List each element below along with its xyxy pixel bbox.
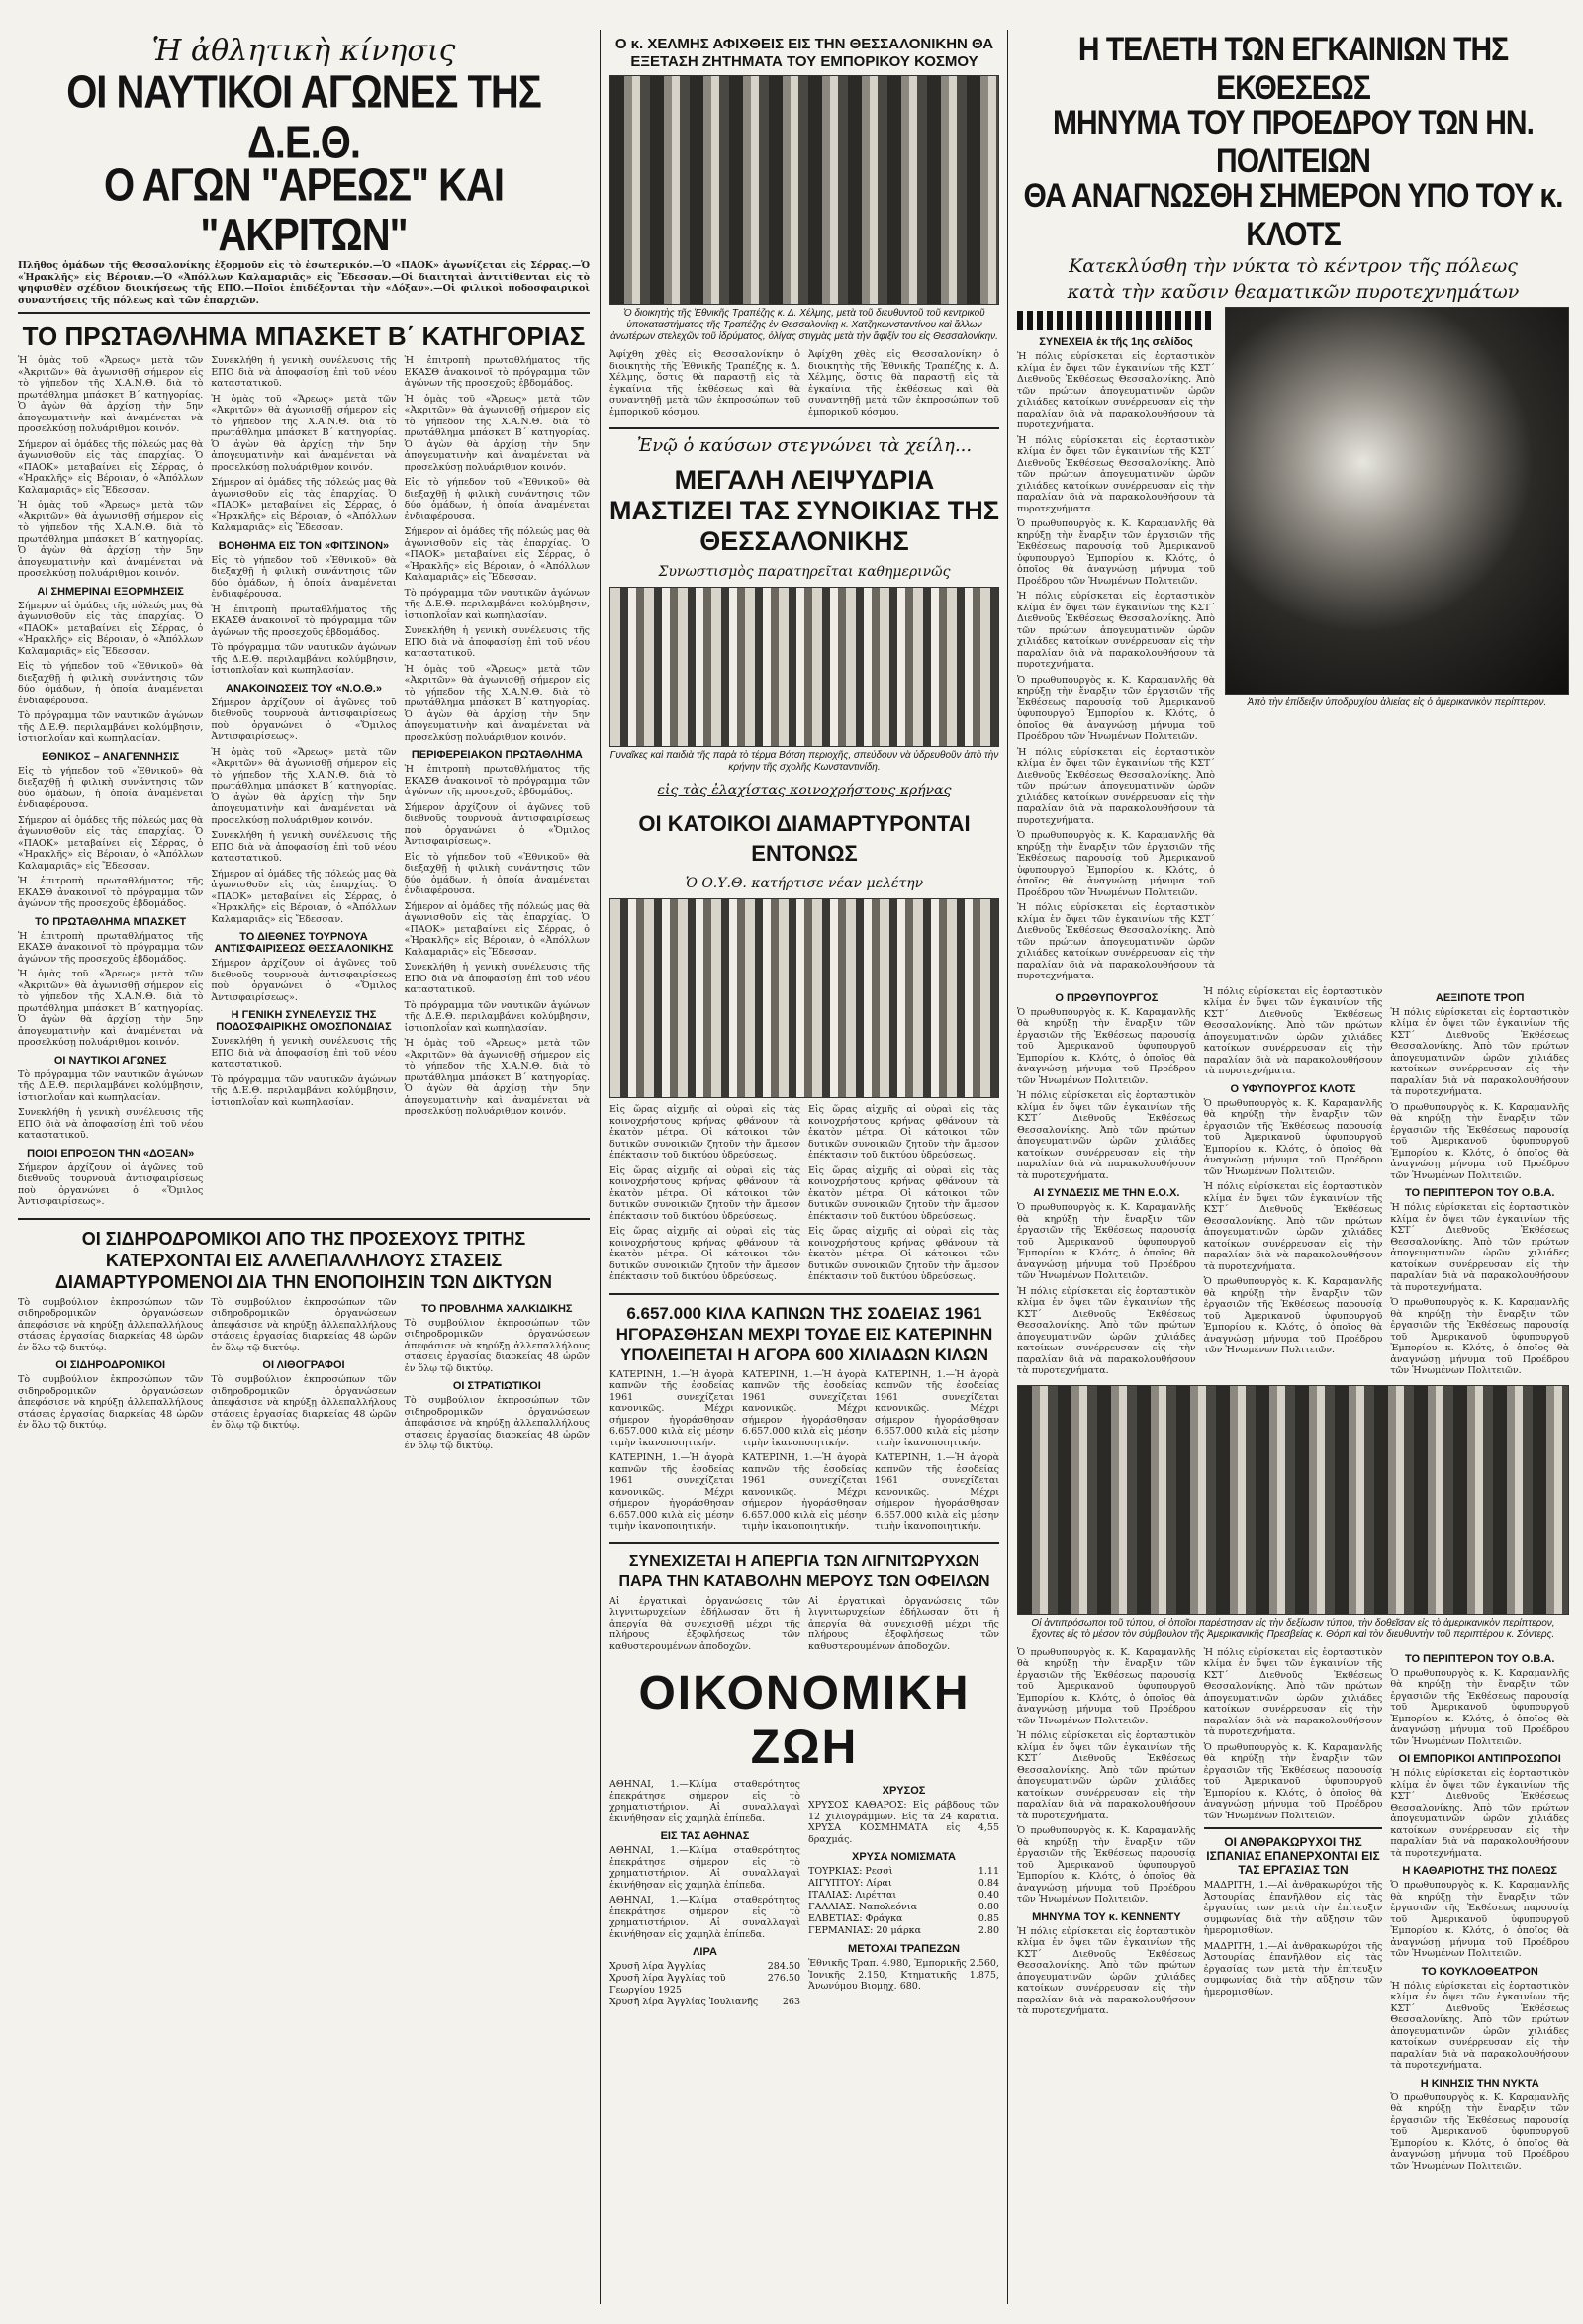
article-body: Ἀφίχθη χθὲς εἰς Θεσσαλονίκην ὁ διοικητὴς τῆς Ἐθνικῆς Τραπέζης κ. Δ. Χέλμης, ὅστις θὰ παραστῇ εἰς τὰ ἐγκαίνια τῆς ἐκθέσεως καὶ θὰ συναντηθῇ μετὰ τῶν ἐκπροσώπων τοῦ ἐμπορικοῦ κόσμου. (609, 349, 800, 418)
sports-headline-1: ΟΙ ΝΑΥΤΙΚΟΙ ΑΓΩΝΕΣ ΤΗΣ Δ.Ε.Θ. (66, 67, 541, 168)
section-heading: ΠΕΡΙΦΕΡΕΙΑΚΟΝ ΠΡΩΤΑΘΛΗΜΑ (411, 749, 583, 761)
section-heading: ΜΗΝΥΜΑ ΤΟΥ κ. ΚΕΝΝΕΝΤΥ (1032, 1910, 1181, 1923)
section-heading: ΤΟ ΠΕΡΙΠΤΕΡΟΝ ΤΟΥ Ο.Β.Α. (1404, 1652, 1555, 1665)
water-kicker-2: εἰς τὰς ἐλαχίστας κοινοχρήστους κρήνας (657, 783, 952, 798)
article-body: Ἡ πόλις εὑρίσκεται εἰς ἑορταστικὸν κλίμα ἐν ὄψει τῶν ἐγκαινίων τῆς ΚΣΤ΄ Διεθνοῦς Ἐκθέσεως Θεσσαλονίκης. Ἀπὸ τῶν πρώτων ἀπογευματινῶν ὡρῶν χιλιάδες κατοίκων συνέρρευσαν εἰς τὴν παραλίαν διὰ νὰ παρακολουθήσουν τὰ πυροτεχνήματα. (1017, 1285, 1196, 1376)
middle-section (609, 30, 999, 2304)
water-deck-2: Ὁ Ο.Υ.Θ. κατήρτισε νέαν μελέτην (685, 876, 924, 891)
water-photo-caption: Γυναῖκες καὶ παιδιὰ τῆς παρὰ τὸ τέρμα Βότση περιοχῆς, σπεύδουν νὰ ὑδρευθοῦν ἀπὸ τὴν κρήνην τῆς σχολῆς Κωνσταντινίδη. (609, 750, 999, 773)
article-body: Ὁ πρωθυπουργὸς κ. Κ. Καραμανλῆς θὰ κηρύξῃ τὴν ἔναρξιν τῶν ἐργασιῶν τῆς Ἐκθέσεως παρουσίᾳ τοῦ Ἀμερικανοῦ ὑφυπουργοῦ Ἐμπορίου κ. Κλότς, ὁ ὁποῖος θὰ ἀναγνώσῃ μήνυμα τοῦ Προέδρου τῶν Ἡνωμένων Πολιτειῶν. (1390, 1667, 1569, 1747)
article-body: ΚΑΤΕΡΙΝΗ, 1.—Ἡ ἀγορὰ καπνῶν τῆς ἐσοδείας 1961 συνεχίζεται κανονικῶς. Μέχρι σήμερον ἠγοράσθησαν 6.657.000 κιλὰ εἰς μέσην τιμὴν ἱκανοποιητικήν. (875, 1368, 999, 1448)
press-photo-caption: Οἱ ἀντιπρόσωποι τοῦ τύπου, οἱ ὁποῖοι παρέστησαν εἰς τὴν δεξίωσιν τύπου, τὴν δοθεῖσαν εἰς τὸ ἀμερικανικὸν περίπτερον, ἔχοντες εἰς τὸ μέσον τὸν σύμβουλον τῆς Ἀμερικανικῆς Πρεσβείας κ. Θόρπ καὶ τὸν διευθυντὴν τοῦ περιπτέρου κ. Σόντερς. (1031, 1617, 1555, 1640)
price-label: ΑΙΓΥΠΤΟΥ: Λίραι (808, 1878, 892, 1889)
article-body: Εἰς τὸ γήπεδον τοῦ «Ἐθνικοῦ» θὰ διεξαχθῇ ἡ φιλικὴ συνάντησις τῶν δύο ὁμάδων, ἡ ὁποία ἀναμένεται ἐνδιαφέρουσα. (18, 661, 204, 706)
price-value: 284.50 (767, 1961, 800, 1972)
article-body: Εἰς ὥρας αἰχμῆς αἱ οὐραὶ εἰς τὰς κοινοχρήστους κρήνας φθάνουν τὰ ἑκατὸν μέτρα. Οἱ κάτοικοι τῶν δυτικῶν συνοικιῶν ζητοῦν τὴν ἄμεσον ἐπέκτασιν τοῦ δικτύου ὑδρεύσεως. (808, 1164, 999, 1222)
fireworks-caption: Ἀπὸ τὴν ἐπίδειξιν ὑποδρυχίου ἁλιείας εἰς ὁ ἀμερικανικὸν περίπτερον. (1247, 697, 1547, 708)
article-body: Σήμερον ἀρχίζουν οἱ ἀγῶνες τοῦ διεθνοῦς τουρνουὰ ἀντισφαιρίσεως ποὺ ὀργανώνει ὁ «Ὅμιλος Ἀντισφαιρίσεως». (18, 1162, 204, 1207)
article-body: Ἡ ἐπιτροπὴ πρωταθλήματος τῆς ΕΚΑΣΘ ἀνακοινοῖ τὸ πρόγραμμα τῶν ἀγώνων τῆς προσεχοῦς ἑβδομάδος. (404, 355, 590, 389)
fireworks-photo (1225, 307, 1569, 695)
section-heading: ΟΙ ΣΙΔΗΡΟΔΡΟΜΙΚΟΙ (55, 1359, 166, 1371)
article-body: Ἡ πόλις εὑρίσκεται εἰς ἑορταστικὸν κλίμα ἐν ὄψει τῶν ἐγκαινίων τῆς ΚΣΤ΄ Διεθνοῦς Ἐκθέσεως Θεσσαλονίκης. Ἀπὸ τῶν πρώτων ἀπογευματινῶν ὡρῶν χιλιάδες κατοίκων συνέρρευσαν εἰς τὴν παραλίαν διὰ νὰ παρακολουθήσουν τὰ πυροτεχνήματα. (1017, 591, 1215, 670)
article-body: ΚΑΤΕΡΙΝΗ, 1.—Ἡ ἀγορὰ καπνῶν τῆς ἐσοδείας 1961 συνεχίζεται κανονικῶς. Μέχρι σήμερον ἠγοράσθησαν 6.657.000 κιλὰ εἰς μέσην τιμὴν ἱκανοποιητικήν. (609, 1452, 734, 1532)
article-body: Ἡ πόλις εὑρίσκεται εἰς ἑορταστικὸν κλίμα ἐν ὄψει τῶν ἐγκαινίων τῆς ΚΣΤ΄ Διεθνοῦς Ἐκθέσεως Θεσσαλονίκης. Ἀπὸ τῶν πρώτων ἀπογευματινῶν ὡρῶν χιλιάδες κατοίκων συνέρρευσαν εἰς τὴν παραλίαν διὰ νὰ παρακολουθήσουν τὰ πυροτεχνήματα. (1390, 1980, 1569, 2071)
section-heading: Η ΓΕΝΙΚΗ ΣΥΝΕΛΕΥΣΙΣ ΤΗΣ ΠΟΔΟΣΦΑΙΡΙΚΗΣ ΟΜΟΣΠΟΝΔΙΑΣ (216, 1009, 392, 1033)
expo-headline-3: ΘΑ ΑΝΑΓΝΩΣΘΗ ΣΗΜΕΡΟΝ ΥΠΟ ΤΟΥ κ. ΚΛΟΤΣ (1023, 176, 1563, 253)
article-body: Ἐθνικῆς Τραπ. 4.980, Ἐμπορικῆς 2.560, Ἰονικῆς 2.150, Κτηματικῆς 1.875, Ἀνωνύμου Βιομηχ. 680. (808, 1958, 999, 1992)
article-body: Ὁ πρωθυπουργὸς κ. Κ. Καραμανλῆς θὰ κηρύξῃ τὴν ἔναρξιν τῶν ἐργασιῶν τῆς Ἐκθέσεως παρουσίᾳ τοῦ Ἀμερικανοῦ ὑφυπουργοῦ Ἐμπορίου κ. Κλότς, ὁ ὁποῖος θὰ ἀναγνώσῃ μήνυμα τοῦ Προέδρου τῶν Ἡνωμένων Πολιτειῶν. (1203, 1097, 1383, 1177)
section-heading: ΠΟΙΟΙ ΕΠΡΟΞΟΝ ΤΗΝ «ΔΟΞΑΝ» (27, 1147, 195, 1160)
section-heading: ΜΕΤΟΧΑΙ ΤΡΑΠΕΖΩΝ (848, 1943, 960, 1955)
article-body: Ὁ πρωθυπουργὸς κ. Κ. Καραμανλῆς θὰ κηρύξῃ τὴν ἔναρξιν τῶν ἐργασιῶν τῆς Ἐκθέσεως παρουσίᾳ τοῦ Ἀμερικανοῦ ὑφυπουργοῦ Ἐμπορίου κ. Κλότς, ὁ ὁποῖος θὰ ἀναγνώσῃ μήνυμα τοῦ Προέδρου τῶν Ἡνωμένων Πολιτειῶν. (1203, 1741, 1383, 1821)
section-heading: ΟΙ ΛΙΘΟΓΡΑΦΟΙ (262, 1359, 345, 1371)
article-body: ΑΘΗΝΑΙ, 1.—Κλίμα σταθερότητος ἐπεκράτησε σήμερον εἰς τὸ χρηματιστήριον. Αἱ συναλλαγαὶ ἐκινήθησαν εἰς χαμηλὰ ἐπίπεδα. (609, 1895, 800, 1940)
article-body: Ὁ πρωθυπουργὸς κ. Κ. Καραμανλῆς θὰ κηρύξῃ τὴν ἔναρξιν τῶν ἐργασιῶν τῆς Ἐκθέσεως παρουσίᾳ τοῦ Ἀμερικανοῦ ὑφυπουργοῦ Ἐμπορίου κ. Κλότς, ὁ ὁποῖος θὰ ἀναγνώσῃ μήνυμα τοῦ Προέδρου τῶν Ἡνωμένων Πολιτειῶν. (1017, 518, 1215, 587)
article-body: Τὸ πρόγραμμα τῶν ναυτικῶν ἀγώνων τῆς Δ.Ε.Θ. περιλαμβάνει κολύμβησιν, ἰστιοπλοΐαν καὶ κωπηλασίαν. (404, 999, 590, 1034)
strikers-headline: ΟΙ ΑΝΘΡΑΚΩΡΥΧΟΙ ΤΗΣ ΙΣΠΑΝΙΑΣ ΕΠΑΝΕΡΧΟΝΤΑΙ ΕΙΣ ΤΑΣ ΕΡΓΑΣΙΑΣ ΤΩΝ (1206, 1835, 1380, 1877)
expo-deck-1: Κατεκλύσθη τὴν νύκτα τὸ κέντρον τῆς πόλεως (1069, 255, 1518, 277)
article-body: Συνεκλήθη ἡ γενικὴ συνέλευσις τῆς ΕΠΟ διὰ νὰ ἀποφασίσῃ ἐπὶ τοῦ νέου καταστατικοῦ. (18, 1107, 204, 1141)
section-heading: ΤΟ ΔΙΕΘΝΕΣ ΤΟΥΡΝΟΥΑ ΑΝΤΙΣΦΑΙΡΙΣΕΩΣ ΘΕΣΣΑΛΟΝΙΚΗΣ (214, 931, 394, 955)
price-value: 2.80 (978, 1925, 999, 1936)
bank-governor-caption: Ὁ διοικητὴς τῆς Ἐθνικῆς Τραπέζης κ. Δ. Χέλμης, μετὰ τοῦ διευθυντοῦ τοῦ κεντρικοῦ ὑποκαταστήματος τῆς Τραπέζης ἐν Θεσσαλονίκῃ κ. Χατζηκωνσταντίνου καὶ ἄλλων ἀνωτέρων στελεχῶν τοῦ ἱδρύματος, ὀλίγας στιγμὰς μετὰ τὴν ἄφιξίν του εἰς Θεσσαλονίκην. (610, 308, 998, 342)
expo-deck-2: κατὰ τὴν καῦσιν θεαματικῶν πυροτεχνημάτων (1067, 281, 1520, 303)
divider (18, 312, 590, 314)
article-body: Τὸ πρόγραμμα τῶν ναυτικῶν ἀγώνων τῆς Δ.Ε.Θ. περιλαμβάνει κολύμβησιν, ἰστιοπλοΐαν καὶ κωπηλασίαν. (18, 1069, 204, 1103)
article-body: Σήμερον ἀρχίζουν οἱ ἀγῶνες τοῦ διεθνοῦς τουρνουὰ ἀντισφαιρίσεως ποὺ ὀργανώνει ὁ «Ὅμιλος Ἀντισφαιρίσεως». (211, 958, 397, 1003)
expo-lower-columns (1017, 1647, 1569, 2177)
article-body: Ἡ πόλις εὑρίσκεται εἰς ἑορταστικὸν κλίμα ἐν ὄψει τῶν ἐγκαινίων τῆς ΚΣΤ΄ Διεθνοῦς Ἐκθέσεως Θεσσαλονίκης. Ἀπὸ τῶν πρώτων ἀπογευματινῶν ὡρῶν χιλιάδες κατοίκων συνέρρευσαν εἰς τὴν παραλίαν διὰ νὰ παρακολουθήσουν τὰ πυροτεχνήματα. (1017, 1090, 1196, 1181)
article-body: Ὁ πρωθυπουργὸς κ. Κ. Καραμανλῆς θὰ κηρύξῃ τὴν ἔναρξιν τῶν ἐργασιῶν τῆς Ἐκθέσεως παρουσίᾳ τοῦ Ἀμερικανοῦ ὑφυπουργοῦ Ἐμπορίου κ. Κλότς, ὁ ὁποῖος θὰ ἀναγνώσῃ μήνυμα τοῦ Προέδρου τῶν Ἡνωμένων Πολιτειῶν. (1017, 674, 1215, 742)
article-body: Σήμερον αἱ ὁμάδες τῆς πόλεώς μας θὰ ἀγωνισθοῦν εἰς τὰς ἐπαρχίας. Ὁ «ΠΑΟΚ» μεταβαίνει εἰς Σέρρας, ὁ «Ἡρακλῆς» εἰς Βέροιαν, ὁ «Ἀπόλλων Καλαμαριᾶς» εἰς Ἔδεσσαν. (211, 477, 397, 533)
article-body: Τὸ συμβούλιον ἐκπροσώπων τῶν σιδηροδρομικῶν ὀργανώσεων ἀπεφάσισε νὰ κηρύξῃ ἀλλεπαλλήλους στάσεις ἐργασίας διαρκείας 48 ὡρῶν ἐν ὅλῳ τῷ δικτύῳ. (211, 1296, 397, 1353)
article-body: Σήμερον αἱ ὁμάδες τῆς πόλεώς μας θὰ ἀγωνισθοῦν εἰς τὰς ἐπαρχίας. Ὁ «ΠΑΟΚ» μεταβαίνει εἰς Σέρρας, ὁ «Ἡρακλῆς» εἰς Βέροιαν, ὁ «Ἀπόλλων Καλαμαριᾶς» εἰς Ἔδεσσαν. (404, 526, 590, 583)
section-heading: ΧΡΥΣΟΣ (882, 1785, 926, 1797)
tobacco-columns (609, 1369, 999, 1536)
article-body: Τὸ συμβούλιον ἐκπροσώπων τῶν σιδηροδρομικῶν ὀργανώσεων ἀπεφάσισε νὰ κηρύξῃ ἀλλεπαλλήλους στάσεις ἐργασίας διαρκείας 48 ὡρῶν ἐν ὅλῳ τῷ δικτύῳ. (404, 1317, 590, 1374)
price-value: 0.80 (978, 1902, 999, 1912)
sports-kicker: Ἡ ἀθλητικὴ κίνησις (151, 34, 456, 68)
basket-body: Σήμερον αἱ ὁμάδες τῆς πόλεώς μας θὰ ἀγωνισθοῦν εἰς τὰς ἐπαρχίας. Ὁ «ΠΑΟΚ» μεταβαίνει εἰς Σέρρας, ὁ «Ἡρακλῆς» εἰς Βέροιαν, ὁ «Ἀπόλλων Καλαμαριᾶς» εἰς Ἔδεσσαν. (18, 438, 204, 496)
article-body: Ἡ πόλις εὑρίσκεται εἰς ἑορταστικὸν κλίμα ἐν ὄψει τῶν ἐγκαινίων τῆς ΚΣΤ΄ Διεθνοῦς Ἐκθέσεως Θεσσαλονίκης. Ἀπὸ τῶν πρώτων ἀπογευματινῶν ὡρῶν χιλιάδες κατοίκων συνέρρευσαν εἰς τὴν παραλίαν διὰ νὰ παρακολουθήσουν τὰ πυροτεχνήματα. (1017, 746, 1215, 826)
article-body: Ἡ πόλις εὑρίσκεται εἰς ἑορταστικὸν κλίμα ἐν ὄψει τῶν ἐγκαινίων τῆς ΚΣΤ΄ Διεθνοῦς Ἐκθέσεως Θεσσαλονίκης. Ἀπὸ τῶν πρώτων ἀπογευματινῶν ὡρῶν χιλιάδες κατοίκων συνέρρευσαν εἰς τὴν παραλίαν διὰ νὰ παρακολουθήσουν τὰ πυροτεχνήματα. (1390, 1768, 1569, 1859)
section-heading: Η ΚΙΝΗΣΙΣ ΤΗΝ ΝΥΚΤΑ (1420, 2077, 1539, 2090)
price-row (609, 1961, 800, 1973)
article-body: Συνεκλήθη ἡ γενικὴ συνέλευσις τῆς ΕΠΟ διὰ νὰ ἀποφασίσῃ ἐπὶ τοῦ νέου καταστατικοῦ. (404, 962, 590, 995)
price-row (808, 1866, 999, 1878)
price-label: Χρυσῆ λίρα Ἀγγλίας (609, 1961, 706, 1972)
article-body: Ἡ ἐπιτροπὴ πρωταθλήματος τῆς ΕΚΑΣΘ ἀνακοινοῖ τὸ πρόγραμμα τῶν ἀγώνων τῆς προσεχοῦς ἑβδομάδος. (18, 930, 204, 965)
price-label: ΙΤΑΛΙΑΣ: Λιρέτται (808, 1890, 897, 1901)
article-body: Αἱ ἐργατικαὶ ὀργανώσεις τῶν λιγνιτωρυχείων ἐδήλωσαν ὅτι ἡ ἀπεργία θὰ συνεχισθῇ μέχρι τῆς πλήρους ἐξοφλήσεως τῶν καθυστερουμένων ἀποδοχῶν. (808, 1595, 999, 1652)
section-heading: Ο ΠΡΩΘΥΠΟΥΡΓΟΣ (1055, 991, 1159, 1004)
article-body: Ὁ πρωθυπουργὸς κ. Κ. Καραμανλῆς θὰ κηρύξῃ τὴν ἔναρξιν τῶν ἐργασιῶν τῆς Ἐκθέσεως παρουσίᾳ τοῦ Ἀμερικανοῦ ὑφυπουργοῦ Ἐμπορίου κ. Κλότς, ὁ ὁποῖος θὰ ἀναγνώσῃ μήνυμα τοῦ Προέδρου τῶν Ἡνωμένων Πολιτειῶν. (1017, 1825, 1196, 1905)
price-row (808, 1902, 999, 1913)
section-heading: ΟΙ ΣΤΡΑΤΙΩΤΙΚΟΙ (452, 1380, 541, 1392)
bank-governor-photo (609, 75, 999, 305)
article-body: Ἡ πόλις εὑρίσκεται εἰς ἑορταστικὸν κλίμα ἐν ὄψει τῶν ἐγκαινίων τῆς ΚΣΤ΄ Διεθνοῦς Ἐκθέσεως Θεσσαλονίκης. Ἀπὸ τῶν πρώτων ἀπογευματινῶν ὡρῶν χιλιάδες κατοίκων συνέρρευσαν εἰς τὴν παραλίαν διὰ νὰ παρακολουθήσουν τὰ πυροτεχνήματα. (1203, 985, 1383, 1076)
article-body: ΜΑΔΡΙΤΗ, 1.—Αἱ ἀνθρακωρύχοι τῆς Ἀστουρίας ἐπανῆλθον εἰς τὰς ἐργασίας των μετὰ τὴν ἐπίτευξιν συμφωνίας διὰ τὴν αὔξησιν τῶν ἡμερομισθίων. (1203, 1940, 1383, 1998)
sports-columns (18, 355, 590, 1212)
column-divider (1007, 30, 1008, 2304)
section-heading: ΛΙΡΑ (693, 1946, 717, 1958)
divider (18, 1218, 590, 1220)
price-row (609, 1973, 800, 1997)
lignite-headline: ΣΥΝΕΧΙΖΕΤΑΙ Η ΑΠΕΡΓΙΑ ΤΩΝ ΛΙΓΝΙΤΩΡΥΧΩΝ ΠΑΡΑ ΤΗΝ ΚΑΤΑΒΟΛΗΝ ΜΕΡΟΥΣ ΤΩΝ ΟΦΕΙΛΩΝ (618, 1552, 990, 1590)
article-body: Ἡ πόλις εὑρίσκεται εἰς ἑορταστικὸν κλίμα ἐν ὄψει τῶν ἐγκαινίων τῆς ΚΣΤ΄ Διεθνοῦς Ἐκθέσεως Θεσσαλονίκης. Ἀπὸ τῶν πρώτων ἀπογευματινῶν ὡρῶν χιλιάδες κατοίκων συνέρρευσαν εἰς τὴν παραλίαν διὰ νὰ παρακολουθήσουν τὰ πυροτεχνήματα. (1017, 351, 1215, 430)
price-value: 0.84 (978, 1878, 999, 1889)
divider (609, 1293, 999, 1295)
article-body: Σήμερον ἀρχίζουν οἱ ἀγῶνες τοῦ διεθνοῦς τουρνουὰ ἀντισφαιρίσεως ποὺ ὀργανώνει ὁ «Ὅμιλος Ἀντισφαιρίσεως». (211, 697, 397, 742)
price-row (808, 1913, 999, 1925)
rail-headline: ΟΙ ΣΙΔΗΡΟΔΡΟΜΙΚΟΙ ΑΠΟ ΤΗΣ ΠΡΟΣΕΧΟΥΣ ΤΡΙΤΗΣ ΚΑΤΕΡΧΟΝΤΑΙ ΕΙΣ ΑΛΛΕΠΑΛΛΗΛΟΥΣ ΣΤΑΣΕΙΣ ΔΙΑΜΑΡΤΥΡΟΜΕΝΟΙ ΔΙΑ ΤΗΝ ΕΝΟΠΟΙΗΣΙΝ ΤΩΝ ΔΙΚΤΥΩΝ (54, 1228, 553, 1292)
price-row (808, 1925, 999, 1937)
article-body: Ἡ ὁμὰς τοῦ «Ἄρεως» μετὰ τῶν «Ἀκριτῶν» θὰ ἀγωνισθῇ σήμερον εἰς τὸ γήπεδον τῆς Χ.Α.Ν.Θ. διὰ τὸ πρωτάθλημα μπάσκετ Β΄ κατηγορίας. Ὁ ἀγὼν θὰ ἀρχίσῃ τὴν 5ην ἀπογευματινὴν καὶ ἀναμένεται νὰ προσελκύσῃ πολυάριθμον κοινόν. (18, 969, 204, 1048)
article-body: Συνεκλήθη ἡ γενικὴ συνέλευσις τῆς ΕΠΟ διὰ νὰ ἀποφασίσῃ ἐπὶ τοῦ νέου καταστατικοῦ. (211, 355, 397, 389)
water-deck: Συνωστισμὸς παρατηρεῖται καθημερινῶς (658, 564, 951, 580)
column-divider (600, 30, 601, 2304)
article-body: Εἰς τὸ γήπεδον τοῦ «Ἐθνικοῦ» θὰ διεξαχθῇ ἡ φιλικὴ συνάντησις τῶν δύο ὁμάδων, ἡ ὁποία ἀναμένεται ἐνδιαφέρουσα. (18, 765, 204, 810)
article-body: Ὁ πρωθυπουργὸς κ. Κ. Καραμανλῆς θὰ κηρύξῃ τὴν ἔναρξιν τῶν ἐργασιῶν τῆς Ἐκθέσεως παρουσίᾳ τοῦ Ἀμερικανοῦ ὑφυπουργοῦ Ἐμπορίου κ. Κλότς, ὁ ὁποῖος θὰ ἀναγνώσῃ μήνυμα τοῦ Προέδρου τῶν Ἡνωμένων Πολιτειῶν. (1203, 1276, 1383, 1355)
lignite-columns (609, 1596, 999, 1657)
price-value: 276.50 (767, 1973, 800, 1984)
article-body: Τὸ συμβούλιον ἐκπροσώπων τῶν σιδηροδρομικῶν ὀργανώσεων ἀπεφάσισε νὰ κηρύξῃ ἀλλεπαλλήλους στάσεις ἐργασίας διαρκείας 48 ὡρῶν ἐν ὅλῳ τῷ δικτύῳ. (18, 1374, 204, 1431)
article-body: Τὸ συμβούλιον ἐκπροσώπων τῶν σιδηροδρομικῶν ὀργανώσεων ἀπεφάσισε νὰ κηρύξῃ ἀλλεπαλλήλους στάσεις ἐργασίας διαρκείας 48 ὡρῶν ἐν ὅλῳ τῷ δικτύῳ. (404, 1395, 590, 1451)
ornament-band (1017, 311, 1215, 330)
continued-label: ΣΥΝΕΧΕΙΑ ἐκ τῆς 1ης σελίδος (1039, 336, 1193, 348)
article-body: Τὸ πρόγραμμα τῶν ναυτικῶν ἀγώνων τῆς Δ.Ε.Θ. περιλαμβάνει κολύμβησιν, ἰστιοπλοΐαν καὶ κωπηλασίαν. (211, 1073, 397, 1108)
article-body: ΚΑΤΕΡΙΝΗ, 1.—Ἡ ἀγορὰ καπνῶν τῆς ἐσοδείας 1961 συνεχίζεται κανονικῶς. Μέχρι σήμερον ἠγοράσθησαν 6.657.000 κιλὰ εἰς μέσην τιμὴν ἱκανοποιητικήν. (875, 1452, 999, 1532)
price-label: ΓΑΛΛΙΑΣ: Ναπολεόνια (808, 1902, 917, 1912)
article-body: Συνεκλήθη ἡ γενικὴ συνέλευσις τῆς ΕΠΟ διὰ νὰ ἀποφασίσῃ ἐπὶ τοῦ νέου καταστατικοῦ. (211, 830, 397, 864)
price-row (609, 1997, 800, 2008)
section-heading: ΤΟ ΚΟΥΚΛΟΘΕΑΤΡΟΝ (1421, 1965, 1538, 1978)
article-body: Ἡ ὁμὰς τοῦ «Ἄρεως» μετὰ τῶν «Ἀκριτῶν» θὰ ἀγωνισθῇ σήμερον εἰς τὸ γήπεδον τῆς Χ.Α.Ν.Θ. διὰ τὸ πρωτάθλημα μπάσκετ Β΄ κατηγορίας. Ὁ ἀγὼν θὰ ἀρχίσῃ τὴν 5ην ἀπογευματινὴν καὶ ἀναμένεται νὰ προσελκύσῃ πολυάριθμον κοινόν. (404, 393, 590, 473)
price-value: 0.85 (978, 1913, 999, 1924)
article-body: ΚΑΤΕΡΙΝΗ, 1.—Ἡ ἀγορὰ καπνῶν τῆς ἐσοδείας 1961 συνεχίζεται κανονικῶς. Μέχρι σήμερον ἠγοράσθησαν 6.657.000 κιλὰ εἰς μέσην τιμὴν ἱκανοποιητικήν. (742, 1368, 867, 1448)
water-headline: ΜΕΓΑΛΗ ΛΕΙΨΥΔΡΙΑ ΜΑΣΤΙΖΕΙ ΤΑΣ ΣΥΝΟΙΚΙΑΣ ΤΗΣ ΘΕΣΣΑΛΟΝΙΚΗΣ (609, 465, 999, 556)
article-body: Ὁ πρωθυπουργὸς κ. Κ. Καραμανλῆς θὰ κηρύξῃ τὴν ἔναρξιν τῶν ἐργασιῶν τῆς Ἐκθέσεως παρουσίᾳ τοῦ Ἀμερικανοῦ ὑφυπουργοῦ Ἐμπορίου κ. Κλότς, ὁ ὁποῖος θὰ ἀναγνώσῃ μήνυμα τοῦ Προέδρου τῶν Ἡνωμένων Πολιτειῶν. (1017, 1646, 1196, 1726)
article-body: Ὁ πρωθυπουργὸς κ. Κ. Καραμανλῆς θὰ κηρύξῃ τὴν ἔναρξιν τῶν ἐργασιῶν τῆς Ἐκθέσεως παρουσίᾳ τοῦ Ἀμερικανοῦ ὑφυπουργοῦ Ἐμπορίου κ. Κλότς, ὁ ὁποῖος θὰ ἀναγνώσῃ μήνυμα τοῦ Προέδρου τῶν Ἡνωμένων Πολιτειῶν. (1390, 1880, 1569, 1959)
merchant-headline: Ο κ. ΧΕΛΜΗΣ ΑΦΙΧΘΕΙΣ ΕΙΣ ΤΗΝ ΘΕΣΣΑΛΟΝΙΚΗΝ ΘΑ ΕΞΕΤΑΣΗ ΖΗΤΗΜΑΤΑ ΤΟΥ ΕΜΠΟΡΙΚΟΥ ΚΟΣΜΟΥ (614, 36, 994, 70)
article-body: Ἡ ἐπιτροπὴ πρωταθλήματος τῆς ΕΚΑΣΘ ἀνακοινοῖ τὸ πρόγραμμα τῶν ἀγώνων τῆς προσεχοῦς ἑβδομάδος. (18, 876, 204, 909)
section-heading: ΧΡΥΣΑ ΝΟΜΙΣΜΑΤΑ (852, 1851, 956, 1863)
price-label: ΤΟΥΡΚΙΑΣ: Ρεσσὶ (808, 1866, 893, 1877)
article-body: Τὸ πρόγραμμα τῶν ναυτικῶν ἀγώνων τῆς Δ.Ε.Θ. περιλαμβάνει κολύμβησιν, ἰστιοπλοΐαν καὶ κωπηλασίαν. (404, 587, 590, 621)
article-body: Εἰς ὥρας αἰχμῆς αἱ οὐραὶ εἰς τὰς κοινοχρήστους κρήνας φθάνουν τὰ ἑκατὸν μέτρα. Οἱ κάτοικοι τῶν δυτικῶν συνοικιῶν ζητοῦν τὴν ἄμεσον ἐπέκτασιν τοῦ δικτύου ὑδρεύσεως. (808, 1226, 999, 1282)
price-value: 0.40 (978, 1890, 999, 1901)
basket-title: ΤΟ ΠΡΩΤΑΘΛΗΜΑ ΜΠΑΣΚΕΤ Β΄ ΚΑΤΗΓΟΡΙΑΣ (22, 322, 586, 351)
article-body: Εἰς τὸ γήπεδον τοῦ «Ἐθνικοῦ» θὰ διεξαχθῇ ἡ φιλικὴ συνάντησις τῶν δύο ὁμάδων, ἡ ὁποία ἀναμένεται ἐνδιαφέρουσα. (211, 554, 397, 600)
article-body: Ἡ ὁμὰς τοῦ «Ἄρεως» μετὰ τῶν «Ἀκριτῶν» θὰ ἀγωνισθῇ σήμερον εἰς τὸ γήπεδον τῆς Χ.Α.Ν.Θ. διὰ τὸ πρωτάθλημα μπάσκετ Β΄ κατηγορίας. Ὁ ἀγὼν θὰ ἀρχίσῃ τὴν 5ην ἀπογευματινὴν καὶ ἀναμένεται νὰ προσελκύσῃ πολυάριθμον κοινόν. (404, 663, 590, 743)
section-heading: ΤΟ ΠΡΟΒΛΗΜΑ ΧΑΛΚΙΔΙΚΗΣ (421, 1302, 573, 1315)
article-body: ΜΑΔΡΙΤΗ, 1.—Αἱ ἀνθρακωρύχοι τῆς Ἀστουρίας ἐπανῆλθον εἰς τὰς ἐργασίας των μετὰ τὴν ἐπίτευξιν συμφωνίας διὰ τὴν αὔξησιν τῶν ἡμερομισθίων. (1203, 1880, 1383, 1936)
article-body: Ἡ ὁμὰς τοῦ «Ἄρεως» μετὰ τῶν «Ἀκριτῶν» θὰ ἀγωνισθῇ σήμερον εἰς τὸ γήπεδον τῆς Χ.Α.Ν.Θ. διὰ τὸ πρωτάθλημα μπάσκετ Β΄ κατηγορίας. Ὁ ἀγὼν θὰ ἀρχίσῃ τὴν 5ην ἀπογευματινὴν καὶ ἀναμένεται νὰ προσελκύσῃ πολυάριθμον κοινόν. (211, 746, 397, 826)
article-body: Σήμερον αἱ ὁμάδες τῆς πόλεώς μας θὰ ἀγωνισθοῦν εἰς τὰς ἐπαρχίας. Ὁ «ΠΑΟΚ» μεταβαίνει εἰς Σέρρας, ὁ «Ἡρακλῆς» εἰς Βέροιαν, ὁ «Ἀπόλλων Καλαμαριᾶς» εἰς Ἔδεσσαν. (18, 600, 204, 657)
press-group-photo (1017, 1385, 1569, 1615)
article-body: Εἰς τὸ γήπεδον τοῦ «Ἐθνικοῦ» θὰ διεξαχθῇ ἡ φιλικὴ συνάντησις τῶν δύο ὁμάδων, ἡ ὁποία ἀναμένεται ἐνδιαφέρουσα. (404, 477, 590, 522)
article-body: Ἡ πόλις εὑρίσκεται εἰς ἑορταστικὸν κλίμα ἐν ὄψει τῶν ἐγκαινίων τῆς ΚΣΤ΄ Διεθνοῦς Ἐκθέσεως Θεσσαλονίκης. Ἀπὸ τῶν πρώτων ἀπογευματινῶν ὡρῶν χιλιάδες κατοίκων συνέρρευσαν εἰς τὴν παραλίαν διὰ νὰ παρακολουθήσουν τὰ πυροτεχνήματα. (1017, 1730, 1196, 1821)
article-body: Ἡ πόλις εὑρίσκεται εἰς ἑορταστικὸν κλίμα ἐν ὄψει τῶν ἐγκαινίων τῆς ΚΣΤ΄ Διεθνοῦς Ἐκθέσεως Θεσσαλονίκης. Ἀπὸ τῶν πρώτων ἀπογευματινῶν ὡρῶν χιλιάδες κατοίκων συνέρρευσαν εἰς τὴν παραλίαν διὰ νὰ παρακολουθήσουν τὰ πυροτεχνήματα. (1203, 1181, 1383, 1272)
price-label: Χρυσῆ λίρα Ἀγγλίας Ἰουλιανῆς (609, 1997, 759, 2007)
expo-columns (1017, 986, 1569, 1381)
section-heading: ΒΟΗΘΗΜΑ ΕΙΣ ΤΟΝ «ΦΙΤΣΙΝΟΝ» (218, 539, 390, 552)
article-body: Ὁ πρωθυπουργὸς κ. Κ. Καραμανλῆς θὰ κηρύξῃ τὴν ἔναρξιν τῶν ἐργασιῶν τῆς Ἐκθέσεως παρουσίᾳ τοῦ Ἀμερικανοῦ ὑφυπουργοῦ Ἐμπορίου κ. Κλότς, ὁ ὁποῖος θὰ ἀναγνώσῃ μήνυμα τοῦ Προέδρου τῶν Ἡνωμένων Πολιτειῶν. (1017, 830, 1215, 898)
article-body: Εἰς τὸ γήπεδον τοῦ «Ἐθνικοῦ» θὰ διεξαχθῇ ἡ φιλικὴ συνάντησις τῶν δύο ὁμάδων, ἡ ὁποία ἀναμένεται ἐνδιαφέρουσα. (404, 851, 590, 896)
water-queue-photo (609, 898, 999, 1098)
section-heading: ΕΙΣ ΤΑΣ ΑΘΗΝΑΣ (660, 1830, 750, 1842)
merchant-columns (609, 349, 999, 421)
section-heading: ΑΕΞΙΠΟΤΕ ΤΡΟΠ (1435, 991, 1525, 1004)
section-heading: Η ΚΑΘΑΡΙΟΤΗΣ ΤΗΣ ΠΟΛΕΩΣ (1402, 1865, 1558, 1877)
divider (609, 1542, 999, 1544)
price-value: 1.11 (978, 1866, 999, 1877)
article-body: Ἡ ἐπιτροπὴ πρωταθλήματος τῆς ΕΚΑΣΘ ἀνακοινοῖ τὸ πρόγραμμα τῶν ἀγώνων τῆς προσεχοῦς ἑβδομάδος. (211, 604, 397, 638)
section-heading: ΑΙ ΣΗΜΕΡΙΝΑΙ ΕΞΟΡΜΗΣΕΙΣ (37, 585, 184, 598)
article-body: Ἡ ὁμὰς τοῦ «Ἄρεως» μετὰ τῶν «Ἀκριτῶν» θὰ ἀγωνισθῇ σήμερον εἰς τὸ γήπεδον τῆς Χ.Α.Ν.Θ. διὰ τὸ πρωτάθλημα μπάσκετ Β΄ κατηγορίας. Ὁ ἀγὼν θὰ ἀρχίσῃ τὴν 5ην ἀπογευματινὴν καὶ ἀναμένεται νὰ προσελκύσῃ πολυάριθμον κοινόν. (211, 393, 397, 473)
water-headline-2: ΟΙ ΚΑΤΟΙΚΟΙ ΔΙΑΜΑΡΤΥΡΟΝΤΑΙ ΕΝΤΟΝΩΣ (638, 811, 971, 866)
article-body: Εἰς ὥρας αἰχμῆς αἱ οὐραὶ εἰς τὰς κοινοχρήστους κρήνας φθάνουν τὰ ἑκατὸν μέτρα. Οἱ κάτοικοι τῶν δυτικῶν συνοικιῶν ζητοῦν τὴν ἄμεσον ἐπέκτασιν τοῦ δικτύου ὑδρεύσεως. (609, 1104, 800, 1161)
section-heading: ΟΙ ΕΜΠΟΡΙΚΟΙ ΑΝΤΙΠΡΟΣΩΠΟΙ (1398, 1753, 1561, 1765)
section-heading: ΤΟ ΠΕΡΙΠΤΕΡΟΝ ΤΟΥ Ο.Β.Α. (1404, 1187, 1555, 1199)
article-body: Τὸ συμβούλιον ἐκπροσώπων τῶν σιδηροδρομικῶν ὀργανώσεων ἀπεφάσισε νὰ κηρύξῃ ἀλλεπαλλήλους στάσεις ἐργασίας διαρκείας 48 ὡρῶν ἐν ὅλῳ τῷ δικτύῳ. (211, 1374, 397, 1431)
rail-columns (18, 1297, 590, 1456)
article-body: Τὸ συμβούλιον ἐκπροσώπων τῶν σιδηροδρομικῶν ὀργανώσεων ἀπεφάσισε νὰ κηρύξῃ ἀλλεπαλλήλους στάσεις ἐργασίας διαρκείας 48 ὡρῶν ἐν ὅλῳ τῷ δικτύῳ. (18, 1296, 204, 1353)
water-kicker: Ἐνῷ ὁ καύσων στεγνώνει τὰ χείλη... (636, 435, 973, 456)
article-body: Σήμερον ἀρχίζουν οἱ ἀγῶνες τοῦ διεθνοῦς τουρνουὰ ἀντισφαιρίσεως ποὺ ὀργανώνει ὁ «Ὅμιλος Ἀντισφαιρίσεως». (404, 801, 590, 847)
article-body: Ἡ πόλις εὑρίσκεται εἰς ἑορταστικὸν κλίμα ἐν ὄψει τῶν ἐγκαινίων τῆς ΚΣΤ΄ Διεθνοῦς Ἐκθέσεως Θεσσαλονίκης. Ἀπὸ τῶν πρώτων ἀπογευματινῶν ὡρῶν χιλιάδες κατοίκων συνέρρευσαν εἰς τὴν παραλίαν διὰ νὰ παρακολουθήσουν τὰ πυροτεχνήματα. (1017, 1925, 1196, 2016)
article-body: ΑΘΗΝΑΙ, 1.—Κλίμα σταθερότητος ἐπεκράτησε σήμερον εἰς τὸ χρηματιστήριον. Αἱ συναλλαγαὶ ἐκινήθησαν εἰς χαμηλὰ ἐπίπεδα. (609, 1779, 800, 1824)
water-fountain-photo (609, 587, 999, 747)
section-heading: ΤΟ ΠΡΩΤΑΘΛΗΜΑ ΜΠΑΣΚΕΤ (35, 915, 187, 928)
article-body: Ὁ πρωθυπουργὸς κ. Κ. Καραμανλῆς θὰ κηρύξῃ τὴν ἔναρξιν τῶν ἐργασιῶν τῆς Ἐκθέσεως παρουσίᾳ τοῦ Ἀμερικανοῦ ὑφυπουργοῦ Ἐμπορίου κ. Κλότς, ὁ ὁποῖος θὰ ἀναγνώσῃ μήνυμα τοῦ Προέδρου τῶν Ἡνωμένων Πολιτειῶν. (1017, 1202, 1196, 1281)
economy-title: ΟΙΚΟΝΟΜΙΚΗ ΖΩΗ (638, 1667, 971, 1774)
article-body: Ὁ πρωθυπουργὸς κ. Κ. Καραμανλῆς θὰ κηρύξῃ τὴν ἔναρξιν τῶν ἐργασιῶν τῆς Ἐκθέσεως παρουσίᾳ τοῦ Ἀμερικανοῦ ὑφυπουργοῦ Ἐμπορίου κ. Κλότς, ὁ ὁποῖος θὰ ἀναγνώσῃ μήνυμα τοῦ Προέδρου τῶν Ἡνωμένων Πολιτειῶν. (1390, 1101, 1569, 1181)
article-body: Ἡ πόλις εὑρίσκεται εἰς ἑορταστικὸν κλίμα ἐν ὄψει τῶν ἐγκαινίων τῆς ΚΣΤ΄ Διεθνοῦς Ἐκθέσεως Θεσσαλονίκης. Ἀπὸ τῶν πρώτων ἀπογευματινῶν ὡρῶν χιλιάδες κατοίκων συνέρρευσαν εἰς τὴν παραλίαν διὰ νὰ παρακολουθήσουν τὰ πυροτεχνήματα. (1203, 1646, 1383, 1737)
article-body: Συνεκλήθη ἡ γενικὴ συνέλευσις τῆς ΕΠΟ διὰ νὰ ἀποφασίσῃ ἐπὶ τοῦ νέου καταστατικοῦ. (404, 625, 590, 659)
expo-headline-1: Η ΤΕΛΕΤΗ ΤΩΝ ΕΓΚΑΙΝΙΩΝ ΤΗΣ ΕΚΘΕΣΕΩΣ (1077, 30, 1509, 107)
section-heading: ΕΘΝΙΚΟΣ – ΑΝΑΓΕΝΝΗΣΙΣ (42, 750, 180, 763)
sports-section (18, 30, 590, 2304)
article-body: Ἡ ἐπιτροπὴ πρωταθλήματος τῆς ΕΚΑΣΘ ἀνακοινοῖ τὸ πρόγραμμα τῶν ἀγώνων τῆς προσεχοῦς ἑβδομάδος. (404, 764, 590, 797)
article-body: Σήμερον αἱ ὁμάδες τῆς πόλεώς μας θὰ ἀγωνισθοῦν εἰς τὰς ἐπαρχίας. Ὁ «ΠΑΟΚ» μεταβαίνει εἰς Σέρρας, ὁ «Ἡρακλῆς» εἰς Βέροιαν, ὁ «Ἀπόλλων Καλαμαριᾶς» εἰς Ἔδεσσαν. (18, 814, 204, 872)
article-body: Ὁ πρωθυπουργὸς κ. Κ. Καραμανλῆς θὰ κηρύξῃ τὴν ἔναρξιν τῶν ἐργασιῶν τῆς Ἐκθέσεως παρουσίᾳ τοῦ Ἀμερικανοῦ ὑφυπουργοῦ Ἐμπορίου κ. Κλότς, ὁ ὁποῖος θὰ ἀναγνώσῃ μήνυμα τοῦ Προέδρου τῶν Ἡνωμένων Πολιτειῶν. (1390, 1297, 1569, 1376)
coin-price-list (808, 1866, 999, 1937)
expo-headline-2: ΜΗΝΥΜΑ ΤΟΥ ΠΡΟΕΔΡΟΥ ΤΩΝ ΗΝ. ΠΟΛΙΤΕΙΩΝ (1053, 103, 1534, 180)
section-heading: Ο ΥΦΥΠΟΥΡΓΟΣ ΚΛΟΤΣ (1230, 1082, 1356, 1095)
divider (1204, 1827, 1383, 1829)
sports-headline-2: Ο ΑΓΩΝ "ΑΡΕΩΣ" ΚΑΙ "ΑΚΡΙΤΩΝ" (104, 160, 504, 261)
article-body: Εἰς ὥρας αἰχμῆς αἱ οὐραὶ εἰς τὰς κοινοχρήστους κρήνας φθάνουν τὰ ἑκατὸν μέτρα. Οἱ κάτοικοι τῶν δυτικῶν συνοικιῶν ζητοῦν τὴν ἄμεσον ἐπέκτασιν τοῦ δικτύου ὑδρεύσεως. (609, 1164, 800, 1222)
article-body: Ὁ πρωθυπουργὸς κ. Κ. Καραμανλῆς θὰ κηρύξῃ τὴν ἔναρξιν τῶν ἐργασιῶν τῆς Ἐκθέσεως παρουσίᾳ τοῦ Ἀμερικανοῦ ὑφυπουργοῦ Ἐμπορίου κ. Κλότς, ὁ ὁποῖος θὰ ἀναγνώσῃ μήνυμα τοῦ Προέδρου τῶν Ἡνωμένων Πολιτειῶν. (1390, 2092, 1569, 2172)
economy-columns (609, 1779, 999, 2008)
section-heading: ΑΝΑΚΟΙΝΩΣΕΙΣ ΤΟΥ «Ν.Ο.Θ.» (226, 682, 382, 695)
price-row (808, 1890, 999, 1902)
article-body: ΚΑΤΕΡΙΝΗ, 1.—Ἡ ἀγορὰ καπνῶν τῆς ἐσοδείας 1961 συνεχίζεται κανονικῶς. Μέχρι σήμερον ἠγοράσθησαν 6.657.000 κιλὰ εἰς μέσην τιμὴν ἱκανοποιητικήν. (742, 1452, 867, 1532)
price-label: ΓΕΡΜΑΝΙΑΣ: 20 μάρκα (808, 1925, 922, 1936)
article-body: Ἡ ὁμὰς τοῦ «Ἄρεως» μετὰ τῶν «Ἀκριτῶν» θὰ ἀγωνισθῇ σήμερον εἰς τὸ γήπεδον τῆς Χ.Α.Ν.Θ. διὰ τὸ πρωτάθλημα μπάσκετ Β΄ κατηγορίας. Ὁ ἀγὼν θὰ ἀρχίσῃ τὴν 5ην ἀπογευματινὴν καὶ ἀναμένεται νὰ προσελκύσῃ πολυάριθμον κοινόν. (404, 1038, 590, 1117)
article-body: Συνεκλήθη ἡ γενικὴ συνέλευσις τῆς ΕΠΟ διὰ νὰ ἀποφασίσῃ ἐπὶ τοῦ νέου καταστατικοῦ. (211, 1036, 397, 1069)
article-body: Ἡ πόλις εὑρίσκεται εἰς ἑορταστικὸν κλίμα ἐν ὄψει τῶν ἐγκαινίων τῆς ΚΣΤ΄ Διεθνοῦς Ἐκθέσεως Θεσσαλονίκης. Ἀπὸ τῶν πρώτων ἀπογευματινῶν ὡρῶν χιλιάδες κατοίκων συνέρρευσαν εἰς τὴν παραλίαν διὰ νὰ παρακολουθήσουν τὰ πυροτεχνήματα. (1017, 434, 1215, 514)
sports-intro: Πλῆθος ὁμάδων τῆς Θεσσαλονίκης ἐξορμοῦν εἰς τὸ ἐσωτερικόν.—Ὁ «ΠΑΟΚ» ἀγωνίζεται εἰς Σέρρας.—Ὁ «Ἡρακλῆς» εἰς Βέροιαν.—Ὁ «Ἀπόλλων Καλαμαριᾶς» εἰς Ἔδεσσαν.—Οἱ διαιτηταὶ ἀντιτίθενται εἰς τὸ ψηφισθὲν σχέδιον διοικήσεως τῆς ΕΠΟ.—Ποῖοι ἐπιδέξονται τὴν «Δόξαν».—Οἱ φιλικοὶ ποδοσφαιρικοὶ συναντήσεις τῆς πόλεως καὶ τῶν ἐπαρχιῶν. (18, 260, 590, 306)
article-body: Τὸ πρόγραμμα τῶν ναυτικῶν ἀγώνων τῆς Δ.Ε.Θ. περιλαμβάνει κολύμβησιν, ἰστιοπλοΐαν καὶ κωπηλασίαν. (18, 710, 204, 744)
lira-price-list (609, 1961, 800, 2008)
water-columns (609, 1104, 999, 1287)
article-body: ΑΘΗΝΑΙ, 1.—Κλίμα σταθερότητος ἐπεκράτησε σήμερον εἰς τὸ χρηματιστήριον. Αἱ συναλλαγαὶ ἐκινήθησαν εἰς χαμηλὰ ἐπίπεδα. (609, 1845, 800, 1891)
expo-top-row (1017, 307, 1569, 986)
article-body: Σήμερον αἱ ὁμάδες τῆς πόλεώς μας θὰ ἀγωνισθοῦν εἰς τὰς ἐπαρχίας. Ὁ «ΠΑΟΚ» μεταβαίνει εἰς Σέρρας, ὁ «Ἡρακλῆς» εἰς Βέροιαν, ὁ «Ἀπόλλων Καλαμαριᾶς» εἰς Ἔδεσσαν. (211, 868, 397, 925)
article-body: Αἱ ἐργατικαὶ ὀργανώσεις τῶν λιγνιτωρυχείων ἐδήλωσαν ὅτι ἡ ἀπεργία θὰ συνεχισθῇ μέχρι τῆς πλήρους ἐξοφλήσεως τῶν καθυστερουμένων ἀποδοχῶν. (609, 1595, 800, 1652)
section-heading: ΑΙ ΣΥΝΔΕΣΙΣ ΜΕ ΤΗΝ Ε.Ο.Χ. (1033, 1187, 1180, 1199)
price-label: ΕΛΒΕΤΙΑΣ: Φράγκα (808, 1913, 903, 1924)
price-row (808, 1878, 999, 1890)
divider (609, 427, 999, 429)
article-body: Ἡ πόλις εὑρίσκεται εἰς ἑορταστικὸν κλίμα ἐν ὄψει τῶν ἐγκαινίων τῆς ΚΣΤ΄ Διεθνοῦς Ἐκθέσεως Θεσσαλονίκης. Ἀπὸ τῶν πρώτων ἀπογευματινῶν ὡρῶν χιλιάδες κατοίκων συνέρρευσαν εἰς τὴν παραλίαν διὰ νὰ παρακολουθήσουν τὰ πυροτεχνήματα. (1390, 1006, 1569, 1097)
article-body: ΧΡΥΣΟΣ ΚΑΘΑΡΟΣ: Εἰς ράβδους τῶν 12 χιλιογράμμων. Εἰς τὰ 24 καράτια. ΧΡΥΣΑ ΚΟΣΜΗΜΑΤΑ εἰς 4,55 δραχμάς. (808, 1800, 999, 1845)
article-body: Εἰς ὥρας αἰχμῆς αἱ οὐραὶ εἰς τὰς κοινοχρήστους κρήνας φθάνουν τὰ ἑκατὸν μέτρα. Οἱ κάτοικοι τῶν δυτικῶν συνοικιῶν ζητοῦν τὴν ἄμεσον ἐπέκτασιν τοῦ δικτύου ὑδρεύσεως. (808, 1104, 999, 1161)
price-label: Χρυσῆ λίρα Ἀγγλίας τοῦ Γεωργίου 1925 (609, 1973, 726, 1996)
tobacco-headline: 6.657.000 ΚΙΛΑ ΚΑΠΝΩΝ ΤΗΣ ΣΟΔΕΙΑΣ 1961 ΗΓΟΡΑΣΘΗΣΑΝ ΜΕΧΡΙ ΤΟΥΔΕ ΕΙΣ ΚΑΤΕΡΙΝΗΝ ΥΠΟΛΕΙΠΕΤΑΙ Η ΑΓΟΡΑ 600 ΧΙΛΙΑΔΩΝ ΚΙΛΩΝ (615, 1303, 993, 1364)
price-value: 263 (782, 1997, 800, 2007)
basket-body: Ἡ ὁμὰς τοῦ «Ἄρεως» μετὰ τῶν «Ἀκριτῶν» θὰ ἀγωνισθῇ σήμερον εἰς τὸ γήπεδον τῆς Χ.Α.Ν.Θ. διὰ τὸ πρωτάθλημα μπάσκετ Β΄ κατηγορίας. Ὁ ἀγὼν θὰ ἀρχίσῃ τὴν 5ην ἀπογευματινὴν καὶ ἀναμένεται νὰ προσελκύσῃ πολυάριθμον κοινόν. (18, 355, 204, 434)
basket-body: Ἡ ὁμὰς τοῦ «Ἄρεως» μετὰ τῶν «Ἀκριτῶν» θὰ ἀγωνισθῇ σήμερον εἰς τὸ γήπεδον τῆς Χ.Α.Ν.Θ. διὰ τὸ πρωτάθλημα μπάσκετ Β΄ κατηγορίας. Ὁ ἀγὼν θὰ ἀρχίσῃ τὴν 5ην ἀπογευματινὴν καὶ ἀναμένεται νὰ προσελκύσῃ πολυάριθμον κοινόν. (18, 500, 204, 579)
article-body: Ἀφίχθη χθὲς εἰς Θεσσαλονίκην ὁ διοικητὴς τῆς Ἐθνικῆς Τραπέζης κ. Δ. Χέλμης, ὅστις θὰ παραστῇ εἰς τὰ ἐγκαίνια τῆς ἐκθέσεως καὶ θὰ συναντηθῇ μετὰ τῶν ἐκπροσώπων τοῦ ἐμπορικοῦ κόσμου. (808, 349, 999, 418)
article-body: Σήμερον αἱ ὁμάδες τῆς πόλεώς μας θὰ ἀγωνισθοῦν εἰς τὰς ἐπαρχίας. Ὁ «ΠΑΟΚ» μεταβαίνει εἰς Σέρρας, ὁ «Ἡρακλῆς» εἰς Βέροιαν, ὁ «Ἀπόλλων Καλαμαριᾶς» εἰς Ἔδεσσαν. (404, 900, 590, 958)
article-body: Εἰς ὥρας αἰχμῆς αἱ οὐραὶ εἰς τὰς κοινοχρήστους κρήνας φθάνουν τὰ ἑκατὸν μέτρα. Οἱ κάτοικοι τῶν δυτικῶν συνοικιῶν ζητοῦν τὴν ἄμεσον ἐπέκτασιν τοῦ δικτύου ὑδρεύσεως. (609, 1226, 800, 1282)
article-body: Ἡ πόλις εὑρίσκεται εἰς ἑορταστικὸν κλίμα ἐν ὄψει τῶν ἐγκαινίων τῆς ΚΣΤ΄ Διεθνοῦς Ἐκθέσεως Θεσσαλονίκης. Ἀπὸ τῶν πρώτων ἀπογευματινῶν ὡρῶν χιλιάδες κατοίκων συνέρρευσαν εἰς τὴν παραλίαν διὰ νὰ παρακολουθήσουν τὰ πυροτεχνήματα. (1390, 1202, 1569, 1293)
section-heading: ΟΙ ΝΑΥΤΙΚΟΙ ΑΓΩΝΕΣ (53, 1054, 167, 1067)
article-body: ΚΑΤΕΡΙΝΗ, 1.—Ἡ ἀγορὰ καπνῶν τῆς ἐσοδείας 1961 συνεχίζεται κανονικῶς. Μέχρι σήμερον ἠγοράσθησαν 6.657.000 κιλὰ εἰς μέσην τιμὴν ἱκανοποιητικήν. (609, 1368, 734, 1448)
expo-section (1017, 30, 1569, 2304)
article-body: Ὁ πρωθυπουργὸς κ. Κ. Καραμανλῆς θὰ κηρύξῃ τὴν ἔναρξιν τῶν ἐργασιῶν τῆς Ἐκθέσεως παρουσίᾳ τοῦ Ἀμερικανοῦ ὑφυπουργοῦ Ἐμπορίου κ. Κλότς, ὁ ὁποῖος θὰ ἀναγνώσῃ μήνυμα τοῦ Προέδρου τῶν Ἡνωμένων Πολιτειῶν. (1017, 1006, 1196, 1086)
article-body: Ἡ πόλις εὑρίσκεται εἰς ἑορταστικὸν κλίμα ἐν ὄψει τῶν ἐγκαινίων τῆς ΚΣΤ΄ Διεθνοῦς Ἐκθέσεως Θεσσαλονίκης. Ἀπὸ τῶν πρώτων ἀπογευματινῶν ὡρῶν χιλιάδες κατοίκων συνέρρευσαν εἰς τὴν παραλίαν διὰ νὰ παρακολουθήσουν τὰ πυροτεχνήματα. (1017, 902, 1215, 981)
article-body: Τὸ πρόγραμμα τῶν ναυτικῶν ἀγώνων τῆς Δ.Ε.Θ. περιλαμβάνει κολύμβησιν, ἰστιοπλοΐαν καὶ κωπηλασίαν. (211, 642, 397, 676)
